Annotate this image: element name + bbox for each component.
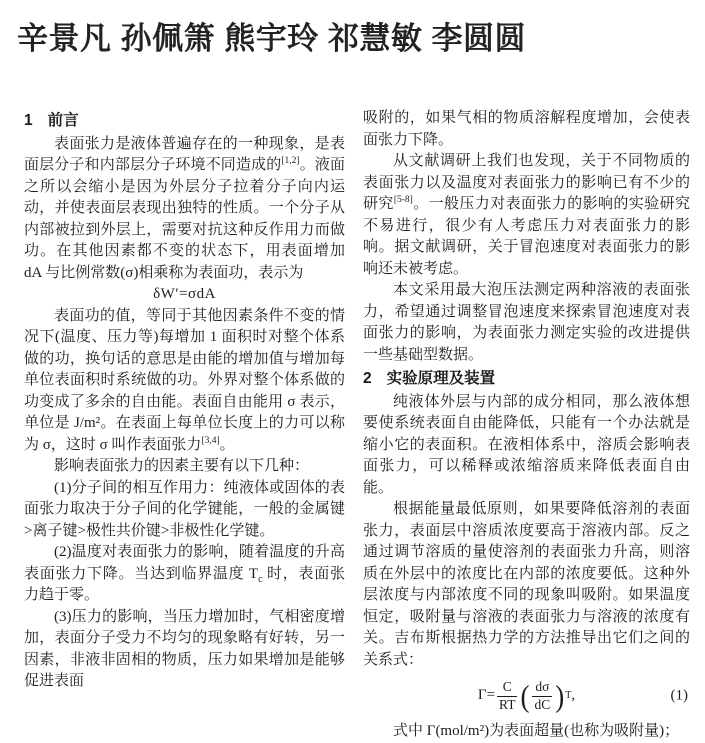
paragraph-this-work: 本文采用最大泡压法测定两种溶液的表面张力，希望通过调整冒泡速度来探索冒泡速度对表面张力的影响，为表面张力测定实验的改进提供一些基础型数据。 xyxy=(363,282,690,363)
fraction-dsigma-over-dc xyxy=(532,679,552,712)
paragraph-factor-2 xyxy=(24,542,345,607)
citation-ref-5-8: [5-8] xyxy=(393,195,413,205)
citation-ref-3-4: [3,4] xyxy=(201,435,220,446)
paragraph-text: 。 xyxy=(219,436,235,453)
paragraph-surface-work xyxy=(24,306,345,457)
fraction-denominator: RT xyxy=(499,696,516,712)
fraction-numerator: C xyxy=(502,679,512,695)
paragraph-text: 表面张力是液体普遍存在的一种现象，是表面层分子和内部层分子环境不同造成的 xyxy=(24,135,346,173)
paragraph-factor-1: (1)分子间的相互作用力：纯液体或固体的表面张力取决于分子间的化学键能，一般的金属键>离子键>极性共价键>非极性化学键。 xyxy=(24,479,346,539)
subscript-critical-temp: c xyxy=(258,573,263,585)
right-column xyxy=(363,108,690,743)
section-1-number: 1 xyxy=(24,112,33,129)
paragraph-equation-explanation: 式中 Γ(mol/m²)为表面超量(也称为吸附量)； xyxy=(393,723,680,739)
paragraph-factor-3: (3)压力的影响，当压力增加时，气相密度增加，表面分子受力不均匀的现象略有好转，另一因素，非液非固相的物质，压力如果增加是能够促进表面 xyxy=(24,608,346,689)
section-2-number: 2 xyxy=(363,370,372,387)
fraction-denominator: dC xyxy=(534,696,551,712)
citation-ref-1-2: [1,2] xyxy=(281,156,300,166)
equation-comma: , xyxy=(571,687,576,704)
paragraph-pure-liquid: 纯液体外层与内部的成分相同，那么液体想要使系统表面自由能降低，只能有一个办法就是缩小它的表面积。在液相体系中，溶质会影响表面张力，可以稀释或浓缩溶质来降低表面自由能。 xyxy=(363,393,690,496)
paragraph-text: (2)温度对表面张力的影响，随着温度的升高表面张力下降。当达到临界温度 T xyxy=(24,544,346,582)
two-column-layout xyxy=(17,108,690,743)
section-2-heading xyxy=(363,368,690,390)
formula-surface-work: δW′=σdA xyxy=(153,286,216,302)
equation-body xyxy=(478,679,575,712)
equation-number: (1) xyxy=(670,687,688,704)
authors-heading: 辛景凡 孙佩箫 熊宇玲 祁慧敏 李圆圆 xyxy=(17,21,526,56)
paragraph-literature xyxy=(363,151,690,280)
paragraph-energy-principle: 根据能量最低原则，如果要降低溶剂的表面张力，表面层中溶质浓度要高于溶液内部。反之通过调节溶质的量使溶剂的表面张力升高，则溶质在外层中的浓度比在内部的浓度要低。这种外层浓度与内部浓度不同的现象叫吸附。如果温度恒定，吸附量与溶液的表面张力与溶液的浓度有关。吉布斯根据热力学的方法推导出它们之间的关系式： xyxy=(363,501,690,668)
paragraph-text: 。液面之所以会缩小是因为外层分子拉着分子向内运动，并使表面层表现出独特的性质。一个分子从内部被拉到外层上，需要对抗这种反作用力而做功。在其他因素都不变的状态下，用表面增加 dA 与比例常数(σ)相乘称为表面功，表示为 xyxy=(24,157,346,281)
gibbs-adsorption-equation xyxy=(363,673,690,719)
section-2-title: 实验原理及装置 xyxy=(386,370,496,387)
section-1-title: 前言 xyxy=(47,112,79,129)
paragraph-text: 表面功的值，等同于其他因素条件不变的情况下(温度、压力等)每增加 1 面积时对整个体系做的功，换句话的意思是由能的增加值与增加每单位表面积时系统做的功。外界对整个体系做的功变成了多余的自由能。表面自由能用 σ 表示，单位是 J/m²。在表面上每单位长度上的力可以称为 σ，这时 σ 叫作表面张力 xyxy=(24,307,346,453)
left-column xyxy=(24,108,345,743)
paragraph-text: 时，表面张力趋于零。 xyxy=(24,565,346,603)
paragraph-continuation: 吸附的，如果气相的物质溶解程度增加，会使表面张力下降。 xyxy=(363,110,690,148)
fraction-numerator: dσ xyxy=(535,679,550,695)
open-paren: ( xyxy=(520,678,530,713)
equation-lhs: Γ= xyxy=(477,687,496,704)
fraction-c-over-rt xyxy=(497,679,517,712)
section-1-heading xyxy=(24,110,345,132)
paragraph-text: 。一般压力对表面张力的影响的实验研究不易进行，很少有人考虑压力对表面张力的影响。据文献调研，关于冒泡速度对表面张力的影响还未被考虑。 xyxy=(363,196,690,277)
equation-subscript-t: T xyxy=(565,690,572,702)
paragraph-factors-intro: 影响表面张力的因素主要有以下几种： xyxy=(54,458,310,474)
paragraph-text: 从文献调研上我们也发现，关于不同物质的表面张力以及温度对表面张力的影响已有不少的研究 xyxy=(363,153,690,212)
close-paren: ) xyxy=(555,678,565,713)
paragraph-intro-1 xyxy=(24,134,345,285)
